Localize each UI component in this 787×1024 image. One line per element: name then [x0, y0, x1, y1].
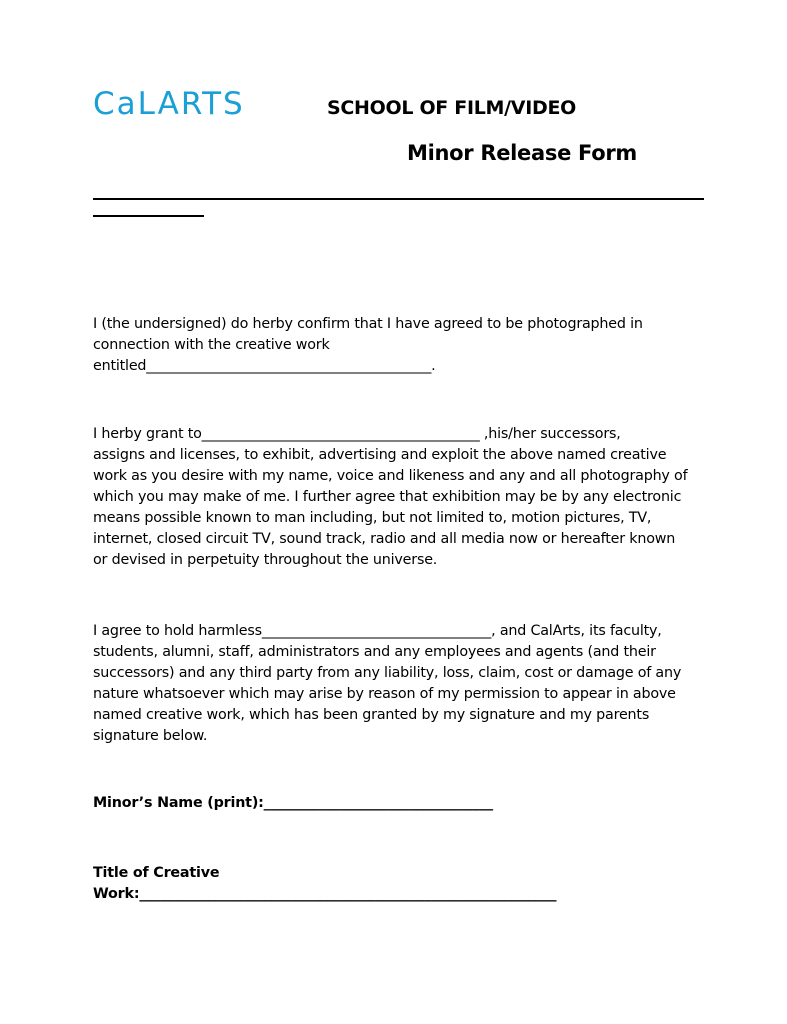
header-rule — [93, 198, 704, 200]
minor-name-field[interactable]: Minor’s Name (print):_________________________________ — [93, 795, 493, 811]
header-rule-short — [93, 215, 204, 217]
form-title: Minor Release Form — [407, 141, 637, 165]
harmless-paragraph: I agree to hold harmless_________________________________, and CalArts, its faculty, students, alumni, staff, administrators and any employees and agents (and their successors) and any third party from any liability, loss, claim, cost or damage of any nature whatsoever which may arise by reason of my permission to appear in above named creative work, which has been granted by my signature and my parents signature below. — [93, 623, 682, 744]
school-title: SCHOOL OF FILM/VIDEO — [327, 97, 576, 119]
calarts-logo: CaLARTS — [93, 86, 245, 122]
creative-work-title-field[interactable]: Title of Creative Work:____________________________________________________________ — [93, 865, 557, 902]
confirmation-paragraph: I (the undersigned) do herby confirm that I have agreed to be photographed in connection with the creative work entitled_________________________________________. — [93, 316, 643, 374]
grant-paragraph: I herby grant to________________________________________ ,his/her successors, assigns and licenses, to exhibit, advertising and exploit the above named creative work as you desire with my name, voice and likeness and any and all photography of which you may make of me. I further agree that exhibition may be by any electronic means possible known to man including, but not limited to, motion pictures, TV, internet, closed circuit TV, sound track, radio and all media now or hereafter known or devised in perpetuity throughout the universe. — [93, 426, 688, 568]
